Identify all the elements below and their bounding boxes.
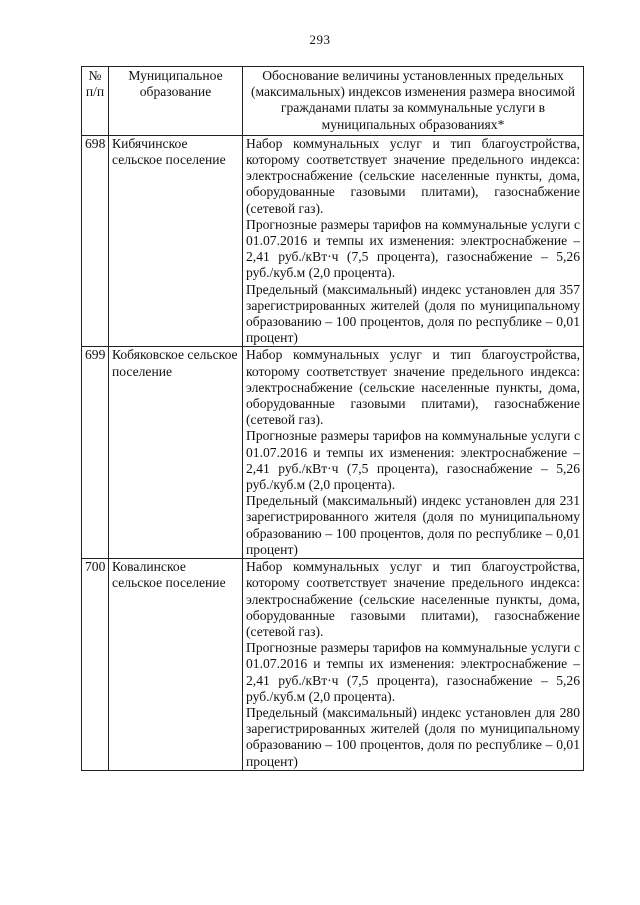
municipality-name: Кибячинское сельское поселение <box>109 135 243 347</box>
table-row <box>82 559 584 771</box>
justification-cell <box>243 347 584 559</box>
justification-paragraph: Предельный (максимальный) индекс установлен для 231 зарегистрированного жителя (доля по муниципальному образованию – 100 процентов, доля по республике – 0,01 процент) <box>246 493 580 557</box>
header-municipality: Муниципальное образование <box>109 67 243 136</box>
justification-cell <box>243 135 584 347</box>
justification-paragraph: Набор коммунальных услуг и тип благоустройства, которому соответствует значение предельного индекса: электроснабжение (сельские населенные пункты, дома, оборудованные газовыми плитами), газоснабжение (сетевой газ). <box>246 135 580 216</box>
municipality-name: Ковалинское сельское поселение <box>109 559 243 771</box>
justification-paragraph: Прогнозные размеры тарифов на коммунальные услуги с 01.07.2016 и темпы их изменения: электроснабжение – 2,41 руб./кВт·ч (7,5 процента), газоснабжение – 5,26 руб./куб.м (2,0 процента). <box>246 216 580 281</box>
header-justification: Обоснование величины установленных предельных (максимальных) индексов изменения размера вносимой гражданами платы за коммунальные услуги в муниципальных образованиях* <box>243 67 584 136</box>
tariff-index-table <box>81 66 584 771</box>
table-row <box>82 135 584 347</box>
justification-paragraph: Прогнозные размеры тарифов на коммунальные услуги с 01.07.2016 и темпы их изменения: электроснабжение – 2,41 руб./кВт·ч (7,5 процента), газоснабжение – 5,26 руб./куб.м (2,0 процента). <box>246 640 580 704</box>
table-header-row <box>82 67 584 136</box>
municipality-name: Кобяковское сельское поселение <box>109 347 243 559</box>
header-num: № п/п <box>82 67 109 136</box>
page-number: 293 <box>309 32 331 47</box>
justification-paragraph: Набор коммунальных услуг и тип благоустройства, которому соответствует значение предельного индекса: электроснабжение (сельские населенные пункты, дома, оборудованные газовыми плитами), газоснабжение (сетевой газ). <box>246 347 580 428</box>
justification-paragraph: Предельный (максимальный) индекс установлен для 280 зарегистрированных жителей (доля по муниципальному образованию – 100 процентов, доля по республике – 0,01 процент) <box>246 704 580 769</box>
table-row <box>82 347 584 559</box>
row-number: 700 <box>82 559 109 771</box>
justification-paragraph: Прогнозные размеры тарифов на коммунальные услуги с 01.07.2016 и темпы их изменения: электроснабжение – 2,41 руб./кВт·ч (7,5 процента), газоснабжение – 5,26 руб./куб.м (2,0 процента). <box>246 428 580 493</box>
row-number: 698 <box>82 135 109 347</box>
justification-paragraph: Предельный (максимальный) индекс установлен для 357 зарегистрированных жителей (доля по муниципальному образованию – 100 процентов, доля по республике – 0,01 процент) <box>246 281 580 346</box>
row-number: 699 <box>82 347 109 559</box>
justification-cell <box>243 559 584 771</box>
justification-paragraph: Набор коммунальных услуг и тип благоустройства, которому соответствует значение предельного индекса: электроснабжение (сельские населенные пункты, дома, оборудованные газовыми плитами), газоснабжение (сетевой газ). <box>246 559 580 639</box>
